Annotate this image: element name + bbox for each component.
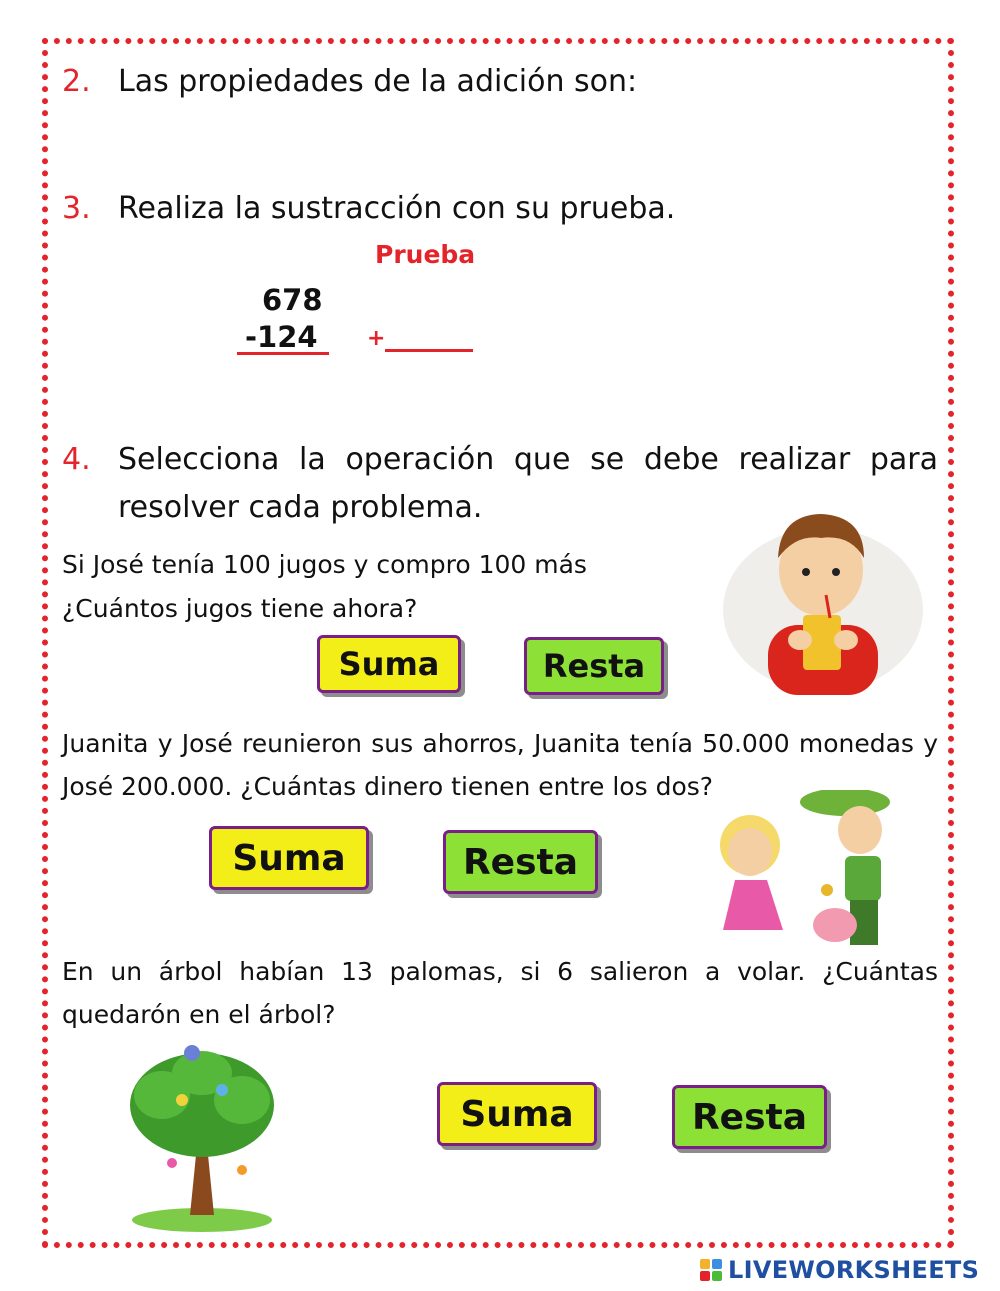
problem-2-text: Juanita y José reunieron sus ahorros, Juanita tenía 50.000 monedas y José 200.000. ¿Cuántas dinero tienen entre los dos?	[62, 729, 938, 801]
question-3-number: 3.	[62, 191, 91, 226]
problem-3-resta-button[interactable]: Resta	[672, 1085, 827, 1149]
question-2	[62, 58, 637, 106]
problem-1-line-1: Si José tenía 100 jugos y compro 100 más	[62, 550, 587, 579]
tree-with-birds-illustration	[112, 1045, 292, 1235]
boy-drinking-juice-illustration	[718, 500, 928, 700]
proof-plus-sign: +	[367, 326, 386, 351]
question-4-text: Selecciona la operación que se debe realizar para resolver cada problema.	[118, 442, 938, 525]
question-2-text: Las propiedades de la adición son:	[118, 64, 638, 99]
problem-1-resta-button[interactable]: Resta	[524, 637, 664, 695]
problem-1-line-2: ¿Cuántos jugos tiene ahora?	[62, 594, 418, 623]
subtrahend: -124	[245, 320, 318, 354]
liveworksheets-logo-icon	[700, 1259, 722, 1281]
minuend: 678	[262, 283, 323, 317]
question-3	[62, 185, 675, 233]
proof-answer-line	[385, 349, 473, 352]
subtraction-result-line	[237, 352, 329, 355]
problem-1-suma-button[interactable]: Suma	[317, 635, 461, 693]
liveworksheets-brand: LIVEWORKSHEETS	[728, 1256, 980, 1284]
kids-piggy-bank-illustration	[705, 790, 930, 960]
problem-3-text: En un árbol habían 13 palomas, si 6 salieron a volar. ¿Cuántas quedarón en el árbol?	[62, 957, 938, 1029]
problem-2-suma-button[interactable]: Suma	[209, 826, 369, 890]
question-3-text: Realiza la sustracción con su prueba.	[118, 191, 676, 226]
problem-3-suma-button[interactable]: Suma	[437, 1082, 597, 1146]
liveworksheets-logo	[700, 1256, 979, 1284]
problem-2-resta-button[interactable]: Resta	[443, 830, 598, 894]
proof-label: Prueba	[375, 240, 476, 269]
question-2-number: 2.	[62, 64, 91, 99]
question-4-number: 4.	[62, 442, 91, 477]
